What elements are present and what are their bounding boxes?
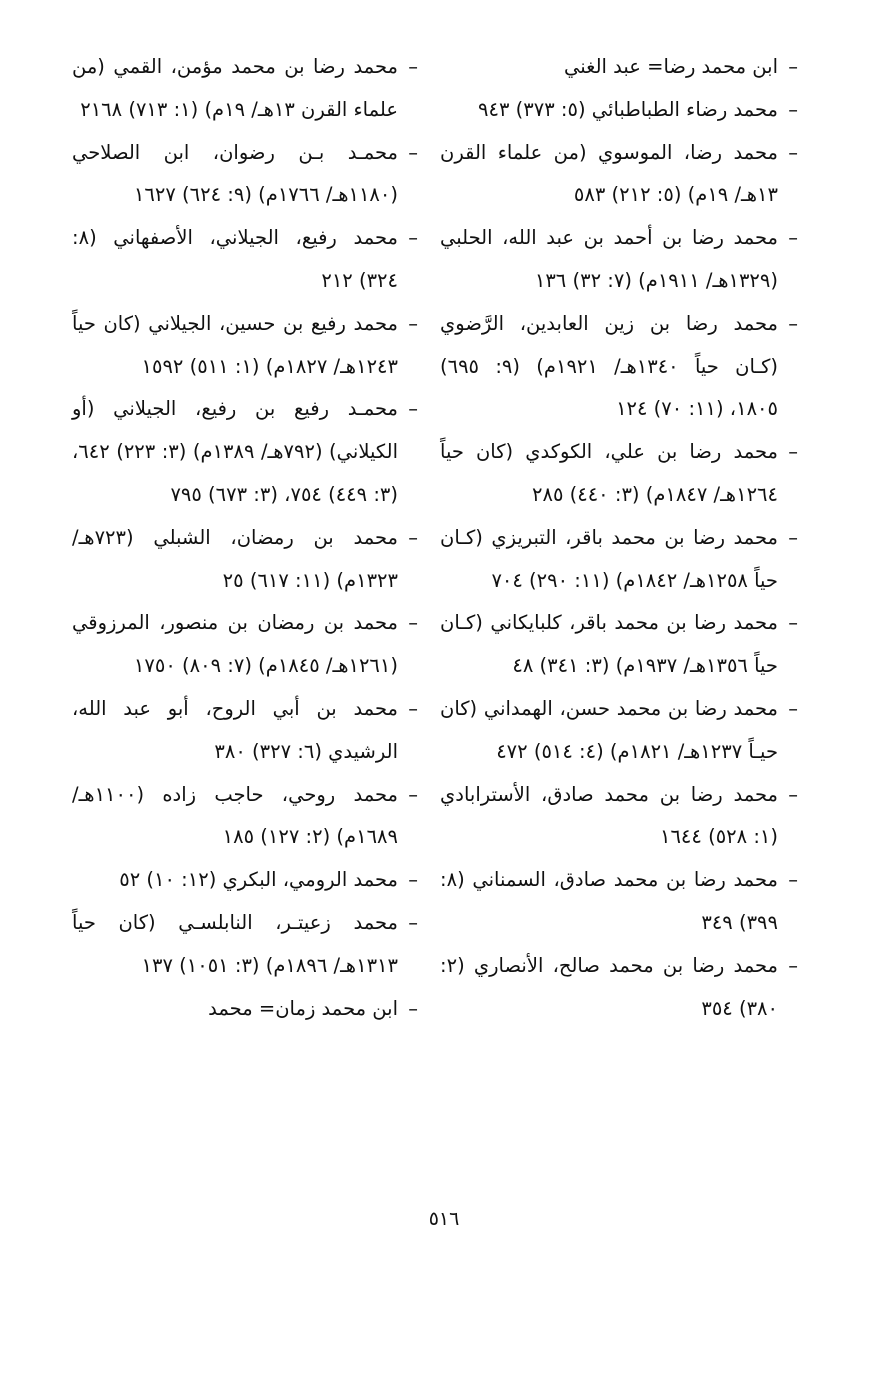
index-entry: [72, 602, 418, 688]
entry-dash: –: [408, 696, 418, 720]
index-entry: [72, 217, 418, 303]
entry-text: ابن محمد رضا= عبد الغني: [564, 55, 778, 78]
entry-dash: –: [408, 226, 418, 250]
entry-dash: –: [408, 55, 418, 78]
entry-text: محمد بن أبي الروح، أبو عبد الله، الرشيدي (٦: ٣٢٧) ٣٨٠: [72, 696, 398, 763]
entry-dash: –: [408, 311, 418, 335]
entry-text: محمد رضا بن محمد مؤمن، القمي (من علماء القرن ١٣هـ/ ١٩م) (١: ٧١٣) ٢١٦٨: [72, 55, 398, 121]
entry-text: محمد بن رمضان، الشبلي (٧٢٣هـ/ ١٣٢٣م) (١١: ٦١٧) ٢٥: [72, 525, 398, 592]
entry-dash: –: [788, 97, 798, 121]
index-entry: [440, 89, 798, 132]
index-entry: [440, 945, 798, 1031]
entry-dash: –: [408, 782, 418, 806]
index-entry: [440, 46, 798, 89]
entry-text: محمد رضا بن محمد حسن، الهمداني (كان حيـاً ١٢٣٧هـ/ ١٨٢١م) (٤: ٥١٤) ٤٧٢: [440, 696, 778, 763]
entry-dash: –: [408, 525, 418, 549]
entry-text: محمد رضا بن محمد صالح، الأنصاري (٢: ٣٨٠) ٣٥٤: [440, 953, 778, 1020]
entry-dash: –: [408, 397, 418, 421]
entry-text: محمد رضا بن محمد باقر، التبريزي (كـان حياً ١٢٥٨هـ/ ١٨٤٢م) (١١: ٢٩٠) ٧٠٤: [440, 525, 778, 592]
entry-text: محمد رفيع، الجيلاني، الأصفهاني (٨: ٣٢٤) ٢١٢: [72, 226, 398, 292]
entry-text: محمد روحي، حاجب زاده (١١٠٠هـ/ ١٦٨٩م) (٢: ١٢٧) ١٨٥: [72, 782, 398, 849]
entry-dash: –: [788, 611, 798, 635]
page-number: ٥١٦: [428, 1208, 460, 1230]
index-entry: [440, 431, 798, 517]
entry-dash: –: [788, 55, 798, 78]
entry-text: محمد رضا بن محمد صادق، السمناني (٨: ٣٩٩) ٣٤٩: [440, 868, 778, 934]
entry-text: محمد الرومي، البكري (١٢: ١٠) ٥٢: [119, 868, 398, 892]
entry-dash: –: [408, 611, 418, 635]
index-entry: [440, 774, 798, 860]
entry-dash: –: [408, 996, 418, 1020]
right-column: [440, 46, 798, 1030]
index-entry: [440, 303, 798, 431]
entry-text: محمد رضا بن محمد صادق، الأسترابادي (١: ٥٢٨) ١٦٤٤: [440, 782, 778, 849]
entry-text: محمد زعيتـر، النابلسـي (كان حياً ١٣١٣هـ/ ١٨٩٦م) (٣: ١٠٥١) ١٣٧: [72, 910, 398, 977]
entry-text: محمد بن رمضان بن منصور، المرزوقي (١٢٦١هـ/ ١٨٤٥م) (٧: ٨٠٩) ١٧٥٠: [72, 611, 398, 678]
entry-dash: –: [408, 868, 418, 892]
index-entry: [72, 902, 418, 988]
index-entry: [72, 688, 418, 774]
entry-dash: –: [788, 440, 798, 464]
entry-text: محمد رضا، الموسوي (من علماء القرن ١٣هـ/ ١٩م) (٥: ٢١٢) ٥٨٣: [440, 140, 778, 207]
index-entry: [72, 303, 418, 389]
index-entry: [72, 988, 418, 1031]
index-entry: [72, 132, 418, 218]
index-entry: [72, 46, 418, 132]
entry-dash: –: [788, 696, 798, 720]
index-entry: [72, 388, 418, 516]
entry-text: ابن محمد زمان= محمد: [208, 996, 398, 1020]
entry-dash: –: [788, 525, 798, 549]
index-entry: [440, 132, 798, 218]
index-entry: [440, 688, 798, 774]
entry-dash: –: [788, 782, 798, 806]
index-entry: [440, 602, 798, 688]
index-entry: [72, 774, 418, 860]
entry-text: محمد رضا بن محمد باقر، كلبايكاني (كـان حياً ١٣٥٦هـ/ ١٩٣٧م) (٣: ٣٤١) ٤٨: [440, 611, 778, 678]
entry-dash: –: [788, 953, 798, 977]
entry-text: محمد رضا بن أحمد بن عبد الله، الحلبي (١٣٢٩هـ/ ١٩١١م) (٧: ٣٢) ١٣٦: [440, 226, 778, 292]
entry-text: محمد رضا بن زين العابدين، الرَّضوي (كـان حياً ١٣٤٠هـ/ ١٩٢١م) (٩: ٦٩٥) ١٨٠٥، (١١: ٧٠) ١٢٤: [440, 311, 778, 421]
index-entry: [440, 859, 798, 945]
entry-text: محمد رفيع بن حسين، الجيلاني (كان حياً ١٢٤٣هـ/ ١٨٢٧م) (١: ٥١١) ١٥٩٢: [72, 311, 398, 378]
entry-dash: –: [788, 140, 798, 164]
index-entry: [440, 517, 798, 603]
index-entry: [440, 217, 798, 303]
entry-dash: –: [788, 868, 798, 892]
entry-text: محمد رضاء الطباطبائي (٥: ٣٧٣) ٩٤٣: [478, 97, 778, 121]
entry-text: محمـد رفيع بن رفيع، الجيلاني (أو الكيلاني) (٧٩٢هـ/ ١٣٨٩م) (٣: ٢٢٣) ٦٤٢، (٣: ٤٤٩) ٧٥٤، (٣: ٦٧٣) ٧٩٥: [72, 397, 398, 506]
entry-dash: –: [408, 910, 418, 934]
entry-text: محمـد بـن رضوان، ابن الصلاحي (١١٨٠هـ/ ١٧٦٦م) (٩: ٦٢٤) ١٦٢٧: [72, 140, 398, 207]
left-column: [72, 46, 418, 1030]
entry-dash: –: [788, 311, 798, 335]
entry-dash: –: [408, 140, 418, 164]
entry-text: محمد رضا بن علي، الكوكدي (كان حياً ١٢٦٤هـ/ ١٨٤٧م) (٣: ٤٤٠) ٢٨٥: [440, 440, 778, 506]
index-entry: [72, 517, 418, 603]
entry-dash: –: [788, 226, 798, 250]
index-entry: [72, 859, 418, 902]
